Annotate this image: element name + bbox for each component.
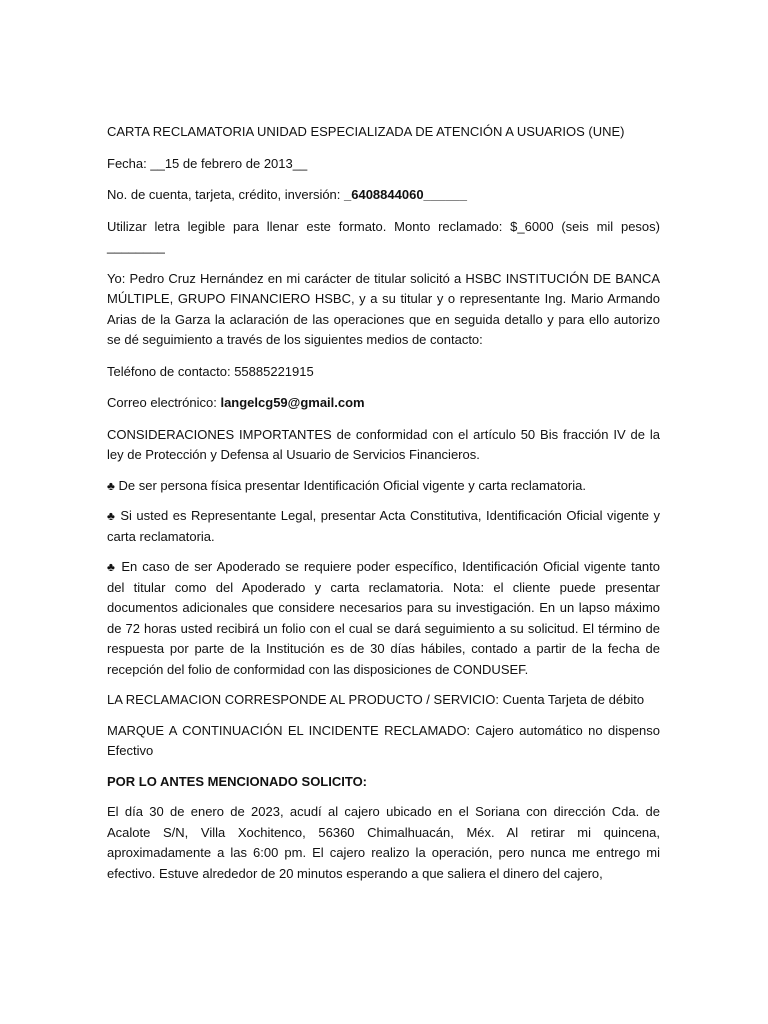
club-bullet-icon: ♣: [107, 560, 117, 574]
incidente-line: MARQUE A CONTINUACIÓN EL INCIDENTE RECLAMADO: Cajero automático no dispenso Efectivo: [107, 722, 660, 758]
bullet-text: Si usted es Representante Legal, presentar Acta Constitutiva, Identificación Oficial vigente y carta reclamatoria.: [107, 508, 660, 544]
narrativa-paragraph: El día 30 de enero de 2023, acudí al cajero ubicado en el Soriana con dirección Cda. de Acalote S/N, Villa Xochitenco, 56360 Chimalhuacán, Méx. Al retirar mi quincena, aproximadamente a las 6:00 pm. El cajero realizo la operación, pero nunca me entrego mi efectivo. Estuve alrededor de 20 minutos esperando a que saliera el dinero del cajero,: [107, 804, 660, 881]
producto-line: LA RECLAMACION CORRESPONDE AL PRODUCTO / SERVICIO: Cuenta Tarjeta de débito: [107, 692, 645, 707]
club-bullet-icon: ♣: [107, 509, 116, 523]
correo-label: Correo electrónico:: [107, 395, 221, 410]
bullet-item-representante-legal: [107, 506, 660, 547]
titular-paragraph: Yo: Pedro Cruz Hernández en mi carácter de titular solicitó a HSBC INSTITUCIÓN DE BANCA MÚLTIPLE, GRUPO FINANCIERO HSBC, y a su titular y o representante Ing. Mario Armando Arias de la Garza la aclaración de las operaciones que en seguida detallo y para ello autorizo se dé seguimiento a través de los siguientes medios de contacto:: [107, 270, 660, 347]
bullet-item-apoderado: [107, 557, 660, 680]
bullet-text: De ser persona física presentar Identificación Oficial vigente y carta reclamatoria.: [114, 477, 586, 493]
club-bullet-icon: ♣: [107, 478, 115, 493]
telefono-line: Teléfono de contacto: 55885221915: [107, 363, 314, 379]
document-page: [107, 122, 660, 894]
cuenta-label: No. de cuenta, tarjeta, crédito, inversión:: [107, 187, 345, 202]
correo-value: langelcg59@gmail.com: [220, 395, 365, 410]
cuenta-value: _6408844060______: [344, 187, 467, 202]
correo-line: [107, 393, 660, 414]
solicito-heading: POR LO ANTES MENCIONADO SOLICITO:: [107, 773, 368, 789]
consideraciones-paragraph: CONSIDERACIONES IMPORTANTES de conformidad con el artículo 50 Bis fracción IV de la ley de Protección y Defensa al Usuario de Servicios Financieros.: [107, 426, 660, 462]
fecha-line: Fecha: __15 de febrero de 2013__: [107, 155, 308, 171]
document-title: CARTA RECLAMATORIA UNIDAD ESPECIALIZADA DE ATENCIÓN A USUARIOS (UNE): [107, 124, 625, 139]
instrucciones-paragraph: Utilizar letra legible para llenar este formato. Monto reclamado: $_6000 (seis mil pesos) ________: [107, 218, 660, 254]
cuenta-line: [107, 185, 660, 206]
bullet-item-persona-fisica: [107, 476, 660, 497]
bullet-text: En caso de ser Apoderado se requiere poder específico, Identificación Oficial vigente tanto del titular como del Apoderado y carta reclamatoria. Nota: el cliente puede presentar documentos adicionales que considere necesarios para su investigación. En un lapso máximo de 72 horas usted recibirá un folio con el cual se dará seguimiento a su solicitud. El término de respuesta por parte de la Institución es de 30 días hábiles, contado a partir de la fecha de recepción del folio de conformidad con las disposiciones de CONDUSEF.: [107, 559, 660, 677]
